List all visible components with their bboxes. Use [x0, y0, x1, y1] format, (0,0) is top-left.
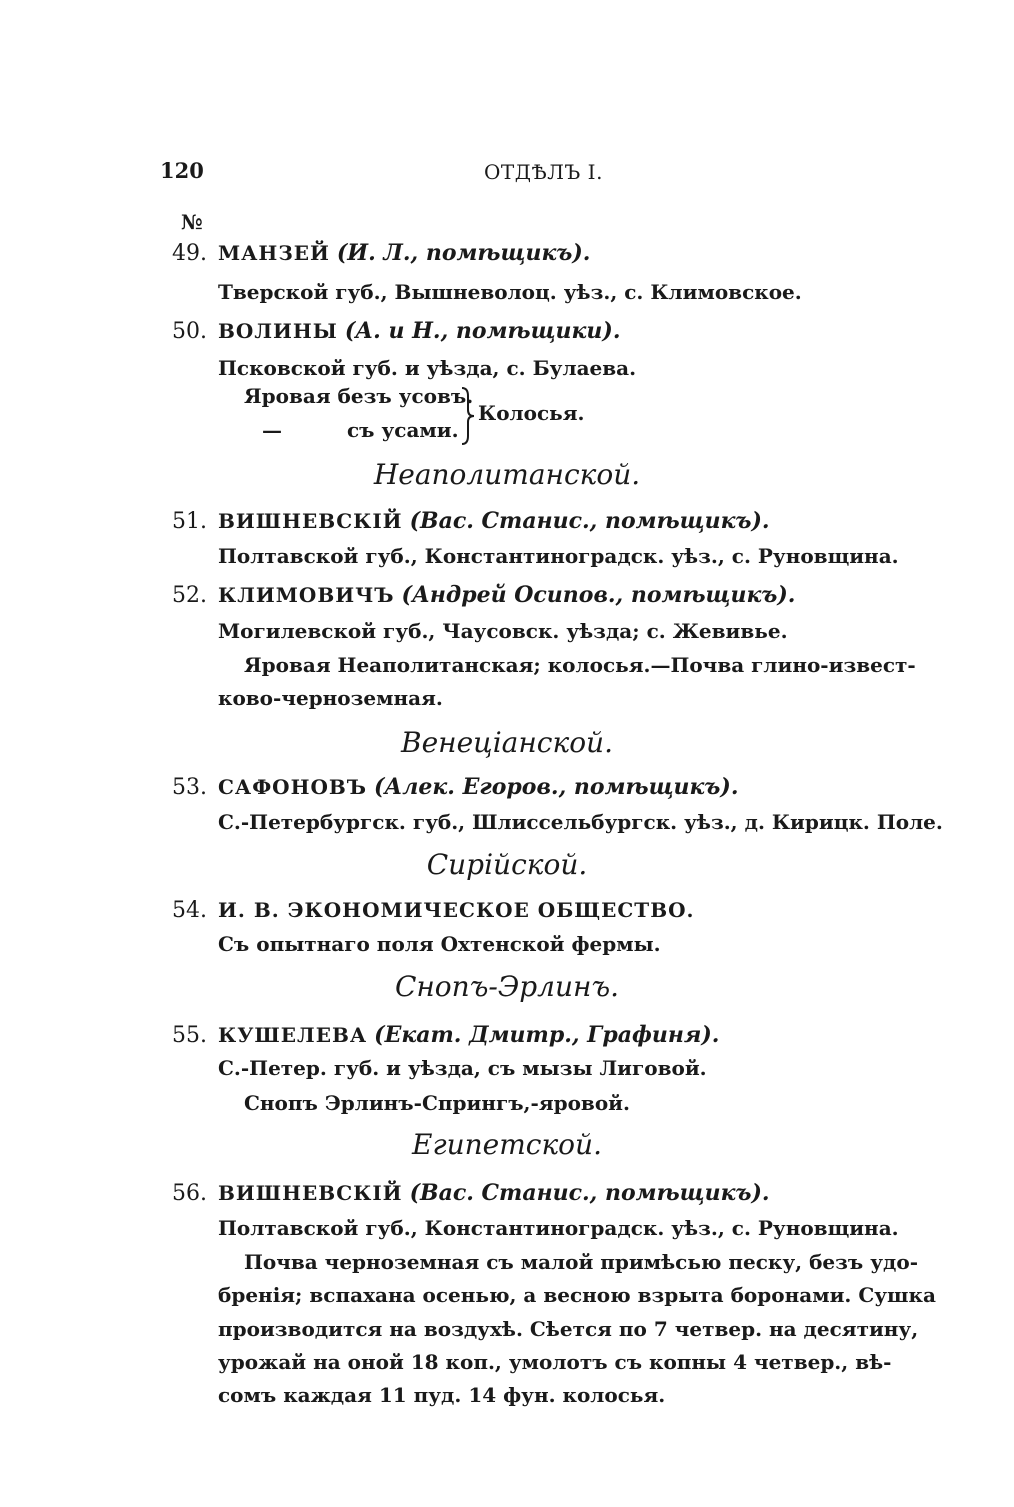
running-header: ОТДѢЛЪ I.	[484, 160, 603, 184]
entry-location: Могилевской губ., Чаусовск. уѣзда; с. Жевивье.	[218, 619, 788, 643]
entry-location: Полтавской губ., Константиноградск. уѣз., с. Руновщина.	[218, 1216, 899, 1240]
entry-name: ВОЛИНЫ	[218, 319, 338, 343]
entry-number: 54.	[172, 898, 207, 923]
entry-role: (Вас. Станис., помѣщикъ).	[409, 508, 770, 534]
page-number: 120	[160, 158, 204, 183]
entry-heading	[172, 898, 694, 923]
entry-heading	[172, 240, 590, 266]
entry-number: 50.	[172, 319, 207, 344]
entry-number: 52.	[172, 583, 207, 608]
entry-location: С.-Петербургск. губ., Шлиссельбургск. уѣз., д. Кирицк. Поле.	[218, 810, 943, 834]
number-sign: №	[181, 210, 203, 234]
entry-note: Яровая Неаполитанская; колосья.—Почва глино-извест-	[244, 653, 916, 677]
entry-heading	[172, 508, 770, 534]
entry-role: (Алек. Егоров., помѣщикъ).	[373, 774, 739, 800]
entry-name: И. В. ЭКОНОМИЧЕСКОЕ ОБЩЕСТВО.	[218, 898, 695, 922]
entry-heading	[172, 1022, 719, 1048]
entry-heading	[172, 774, 738, 800]
entry-number: 55.	[172, 1023, 207, 1048]
entry-role: (Вас. Станис., помѣщикъ).	[409, 1180, 770, 1206]
entry-name: ВИШНЕВСКІЙ	[218, 509, 403, 533]
section-heading: Венеціанской.	[401, 726, 613, 759]
section-heading: Египетской.	[412, 1128, 602, 1161]
curly-brace	[458, 386, 478, 446]
entry-role: (И. Л., помѣщикъ).	[336, 240, 591, 266]
variety-without-awns: Яровая безъ усовъ.	[244, 384, 474, 408]
section-heading: Снопъ-Эрлинъ.	[394, 970, 620, 1003]
entry-note: производится на воздухѣ. Сѣется по 7 четвер. на десятину,	[218, 1317, 919, 1341]
entry-name: ВИШНЕВСКІЙ	[218, 1181, 403, 1205]
section-heading: Сирійской.	[426, 848, 588, 881]
entry-name: САФОНОВЪ	[218, 775, 367, 799]
entry-number: 56.	[172, 1181, 207, 1206]
entry-role: (Андрей Осипов., помѣщикъ).	[401, 582, 796, 608]
entry-role: (Екат. Дмитр., Графиня).	[374, 1022, 720, 1048]
entry-heading	[172, 1180, 770, 1206]
entry-note: сомъ каждая 11 пуд. 14 фун. колосья.	[218, 1383, 666, 1407]
entry-number: 53.	[172, 775, 207, 800]
entry-number: 51.	[172, 509, 207, 534]
entry-heading	[172, 318, 621, 344]
entry-note: ково-черноземная.	[218, 686, 443, 710]
section-heading: Неаполитанской.	[373, 458, 641, 491]
entry-name: МАНЗЕЙ	[218, 241, 330, 265]
entry-heading	[172, 582, 795, 608]
entry-name: КЛИМОВИЧЪ	[218, 583, 395, 607]
entry-note: урожай на оной 18 коп., умолотъ съ копны 4 четвер., вѣ-	[218, 1350, 892, 1374]
entry-number: 49.	[172, 241, 207, 266]
entry-name: КУШЕЛЕВА	[218, 1023, 368, 1047]
entry-location: Тверской губ., Вышневолоц. уѣз., с. Климовское.	[218, 280, 802, 304]
entry-note: Почва черноземная съ малой примѣсью песку, безъ удо-	[244, 1250, 918, 1274]
entry-location: Псковской губ. и уѣзда, с. Булаева.	[218, 356, 637, 380]
entry-location: Съ опытнаго поля Охтенской фермы.	[218, 932, 661, 956]
variety-label: Колосья.	[478, 401, 585, 425]
entry-location: Полтавской губ., Константиноградск. уѣз., с. Руновщина.	[218, 544, 899, 568]
entry-note: бренія; вспахана осенью, а весною взрыта боронами. Сушка	[218, 1283, 936, 1307]
entry-note: Снопъ Эрлинъ-Спрингъ,-яровой.	[244, 1091, 630, 1115]
ditto-dash: —	[262, 418, 282, 442]
entry-location: С.-Петер. губ. и уѣзда, съ мызы Лиговой.	[218, 1056, 707, 1080]
variety-with-awns: съ усами.	[347, 418, 459, 442]
entry-role: (А. и Н., помѣщики).	[344, 318, 621, 344]
